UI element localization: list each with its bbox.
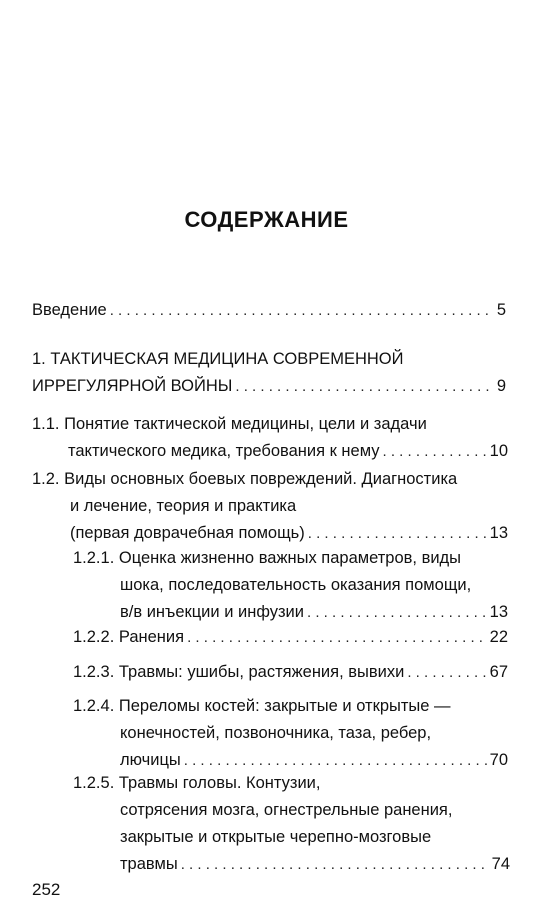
toc-entry-page: 13 [489,524,508,542]
page-number: 252 [32,880,61,899]
toc-entry-title: тактического медика, требования к нему [68,442,380,460]
toc-entry-title: 1.2.2. Ранения [73,628,185,646]
toc-entry-section-1-2 [32,466,508,547]
dot-leader [181,851,489,878]
dot-leader [383,438,487,465]
toc-entry-title: закрытые и открытые черепно-мозговые [120,828,432,846]
page-title: СОДЕРЖАНИЕ [184,207,349,232]
toc-entry-title: 1.2.4. Переломы костей: закрытые и открытые — [73,697,451,715]
toc-entry-title: сотрясения мозга, огнестрельные ранения, [120,801,453,819]
dot-leader [110,297,494,324]
toc-entry-page: 13 [489,603,508,621]
toc-entry-page: 74 [491,855,510,873]
dot-leader [307,599,487,626]
toc-entry-section-1-1 [32,411,508,465]
toc-entry-page: 70 [489,751,508,769]
toc-entry-page: 5 [496,301,506,319]
toc-entry-subsection-1-2-5 [73,770,510,878]
toc-entry-title: 1.1. Понятие тактической медицины, цели и задачи [32,415,427,433]
dot-leader [308,520,487,547]
toc-entry-title: (первая доврачебная помощь) [70,524,305,542]
toc-entry-introduction [32,297,506,324]
toc-entry-subsection-1-2-1 [73,545,508,626]
toc-entry-title: и лечение, теория и практика [70,497,297,515]
toc-entry-page: 10 [489,442,508,460]
toc-entry-title: Введение [32,301,107,319]
toc-entry-subsection-1-2-2 [73,624,508,651]
toc-entry-page: 22 [489,628,508,646]
toc-entry-title: 1.2.1. Оценка жизненно важных параметров, виды [73,549,462,567]
dot-leader [187,624,487,651]
toc-entry-title: ИРРЕГУЛЯРНОЙ ВОЙНЫ [32,377,233,395]
toc-entry-title: 1.2.3. Травмы: ушибы, растяжения, вывихи [73,663,405,681]
toc-entry-title: 1. ТАКТИЧЕСКАЯ МЕДИЦИНА СОВРЕМЕННОЙ [32,350,404,368]
toc-entry-title: лючицы [120,751,181,769]
toc-entry-title: конечностей, позвоночника, таза, ребер, [120,724,432,742]
toc-entry-title: травмы [120,855,178,873]
toc-entry-title: 1.2.5. Травмы головы. Контузии, [73,774,321,792]
toc-entry-title: 1.2. Виды основных боевых повреждений. Диагностика [32,470,458,488]
toc-entry-subsection-1-2-4 [73,693,508,774]
toc-entry-title: шока, последовательность оказания помощи, [120,576,472,594]
toc-entry-chapter-1 [32,346,506,400]
toc-entry-subsection-1-2-3 [73,659,508,686]
dot-leader [407,659,486,686]
toc-entry-page: 67 [489,663,508,681]
toc-entry-title: в/в инъекции и инфузии [120,603,304,621]
toc-entry-page: 9 [496,377,506,395]
dot-leader [235,373,493,400]
